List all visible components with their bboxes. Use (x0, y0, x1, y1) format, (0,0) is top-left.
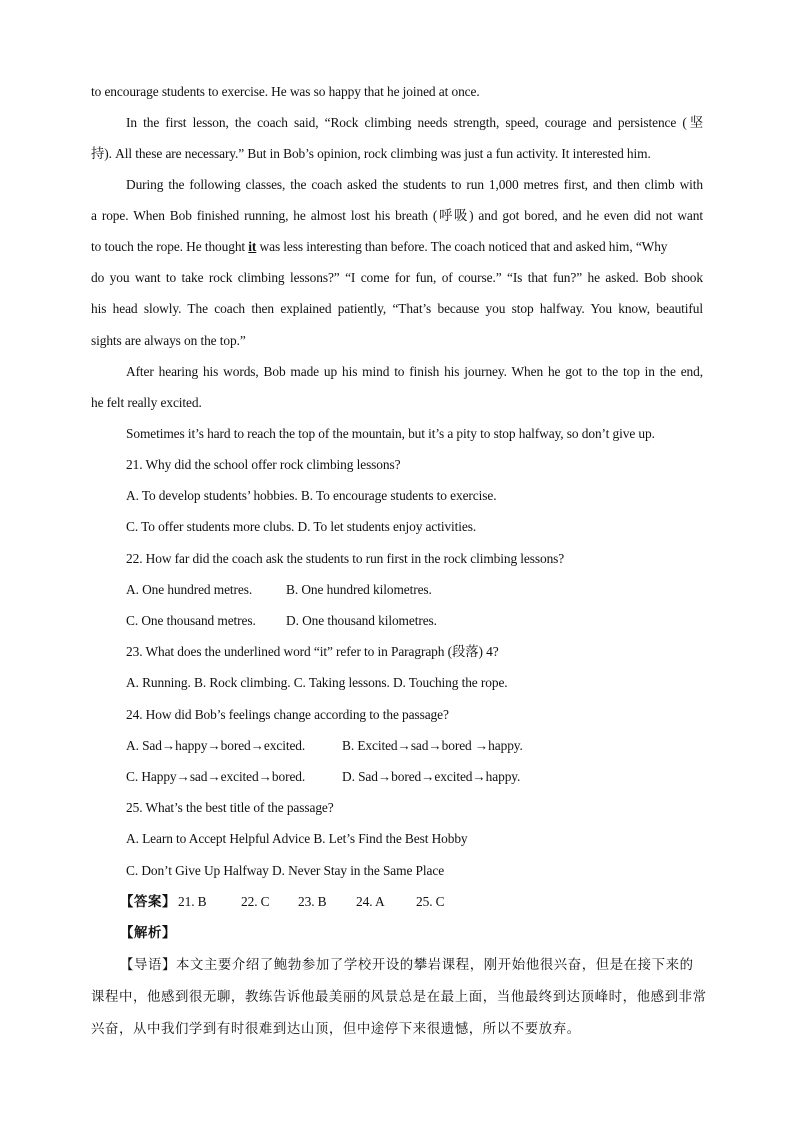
passage-text: was less interesting than before. The coach noticed that and asked him, “Why (256, 239, 668, 254)
passage-line: do you want to take rock climbing lessons?” “I come for fun, of course.” “Is that fun?” he asked. Bob shook (91, 270, 703, 285)
guide-line: 兴奋，从中我们学到有时很难到达山顶，但中途停下来很遗憾，所以不要放弃。 (91, 1022, 581, 1037)
question-25-options-ab: A. Learn to Accept Helpful Advice B. Let’s Find the Best Hobby (126, 831, 468, 846)
answer-22: 22. C (241, 894, 270, 909)
option-d: D. Sad→bored→excited→happy. (342, 769, 521, 784)
passage-line: his head slowly. The coach then explained patiently, “That’s because you stop halfway. You know, beautiful (91, 301, 703, 316)
guide-line: 【导语】本文主要介绍了鲍勃参加了学校开设的攀岩课程，刚开始他很兴奋，但是在接下来的 (120, 958, 694, 973)
passage-line: In the first lesson, the coach said, “Rock climbing needs strength, speed, courage and persistence (坚 (126, 115, 703, 130)
option-c: C. Happy→sad→excited→bored. (126, 769, 306, 784)
passage-line: After hearing his words, Bob made up his mind to finish his journey. When he got to the top in the end, (126, 364, 703, 379)
guide-line: 课程中，他感到很无聊，教练告诉他最美丽的风景总是在最上面，当他最终到达顶峰时，他感到非常 (91, 990, 707, 1005)
question-22-options-ab (126, 581, 703, 599)
passage-line: Sometimes it’s hard to reach the top of the mountain, but it’s a pity to stop halfway, so don’t give up. (126, 426, 655, 441)
answer-23: 23. B (298, 894, 327, 909)
question-23-options: A. Running. B. Rock climbing. C. Taking lessons. D. Touching the rope. (126, 675, 508, 690)
option-c: C. One thousand metres. (126, 613, 256, 628)
option-a: A. Sad→happy→bored→excited. (126, 738, 306, 753)
question-24: 24. How did Bob’s feelings change according to the passage? (126, 707, 449, 722)
passage-line: a rope. When Bob finished running, he almost lost his breath (呼吸) and got bored, and he even did not want (91, 208, 703, 223)
answer-25: 25. C (416, 894, 445, 909)
option-d: D. One thousand kilometres. (286, 613, 437, 628)
question-21: 21. Why did the school offer rock climbing lessons? (126, 457, 401, 472)
passage-line: he felt really excited. (91, 395, 202, 410)
question-22-options-cd (126, 612, 703, 630)
question-25-options-cd: C. Don’t Give Up Halfway D. Never Stay in the Same Place (126, 863, 445, 878)
question-24-options-cd (126, 768, 703, 786)
passage-line: 持). All these are necessary.” But in Bob’s opinion, rock climbing was just a fun activity. It interested him. (91, 146, 651, 161)
answer-line (120, 893, 732, 912)
answer-label: 【答案】 (120, 895, 176, 910)
answer-21: 21. B (178, 894, 207, 909)
question-22: 22. How far did the coach ask the students to run first in the rock climbing lessons? (126, 551, 565, 566)
question-23: 23. What does the underlined word “it” refer to in Paragraph (段落) 4? (126, 644, 499, 659)
passage-text: to touch the rope. He thought (91, 239, 249, 254)
underlined-word-it: it (248, 239, 257, 254)
passage-line: During the following classes, the coach asked the students to run 1,000 metres first, and then climb with (126, 177, 703, 192)
question-24-options-ab (126, 737, 703, 755)
passage-line (91, 238, 703, 256)
option-b: B. Excited→sad→bored →happy. (342, 738, 523, 753)
question-21-options-cd: C. To offer students more clubs. D. To let students enjoy activities. (126, 519, 477, 534)
analysis-label: 【解析】 (120, 926, 176, 941)
option-b: B. One hundred kilometres. (286, 582, 432, 597)
answer-24: 24. A (356, 894, 385, 909)
option-a: A. One hundred metres. (126, 582, 253, 597)
question-25: 25. What’s the best title of the passage? (126, 800, 334, 815)
passage-line: sights are always on the top.” (91, 333, 246, 348)
question-21-options-ab: A. To develop students’ hobbies. B. To encourage students to exercise. (126, 488, 497, 503)
passage-line: to encourage students to exercise. He was so happy that he joined at once. (91, 84, 480, 99)
